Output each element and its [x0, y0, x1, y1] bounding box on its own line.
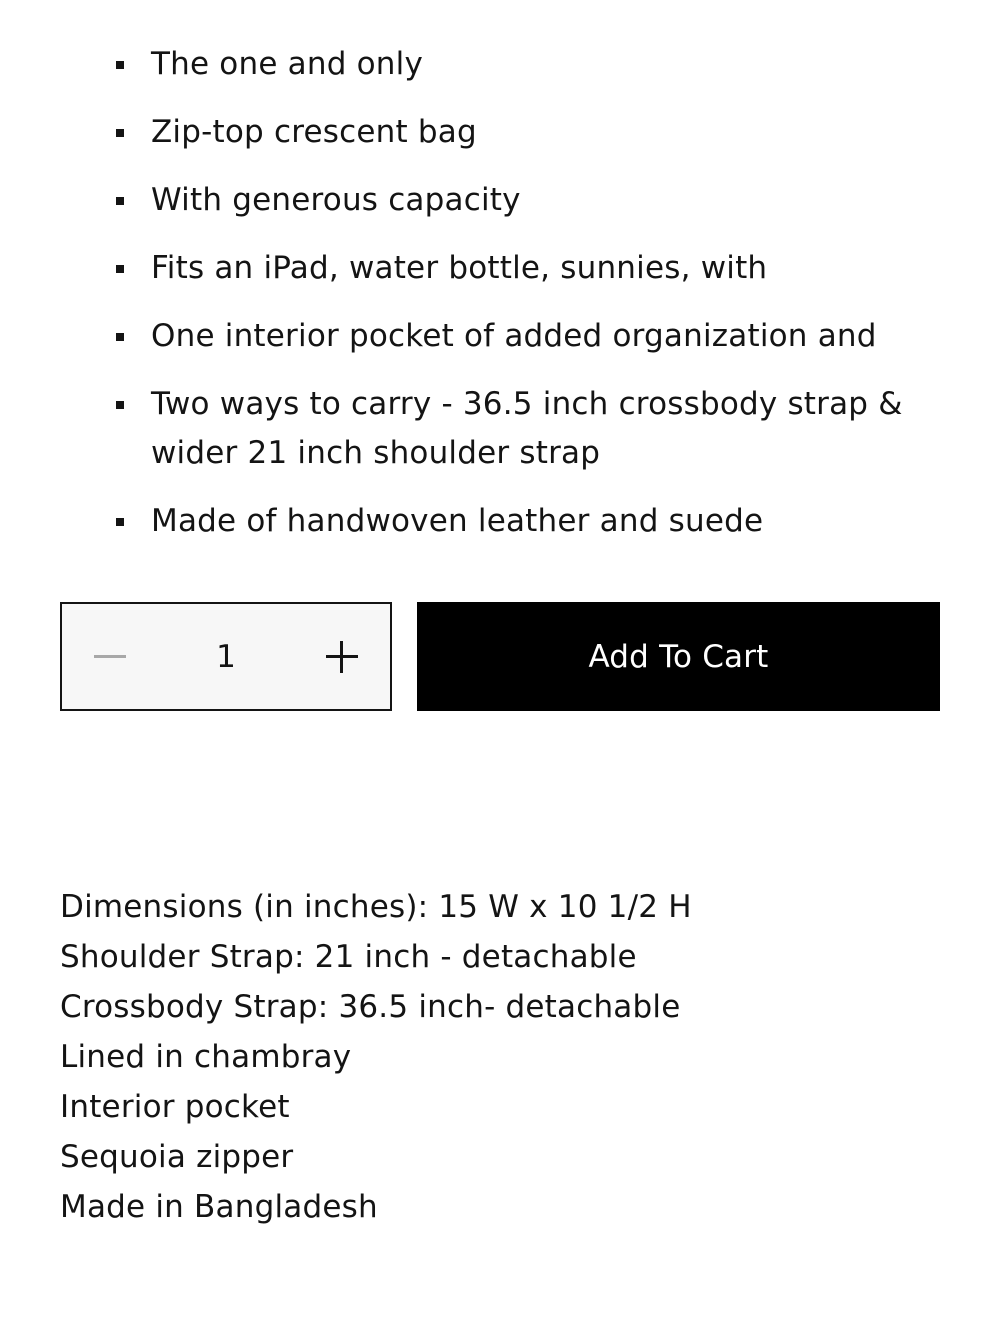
- feature-text: Made of handwoven leather and suede: [151, 503, 764, 539]
- feature-item: [0, 497, 1000, 546]
- feature-item: [0, 380, 1000, 478]
- spec-lining: Lined in chambray: [60, 1039, 352, 1075]
- spec-list: [60, 882, 940, 1232]
- feature-text: Zip-top crescent bag: [151, 114, 477, 150]
- plus-icon: [326, 641, 358, 673]
- spec-origin: Made in Bangladesh: [60, 1189, 378, 1225]
- square-bullet-icon: [116, 265, 124, 273]
- purchase-row: [60, 602, 940, 711]
- feature-item: [0, 244, 1000, 293]
- square-bullet-icon: [116, 518, 124, 526]
- spec-shoulder-strap: Shoulder Strap: 21 inch - detachable: [60, 939, 637, 975]
- decrease-quantity-button[interactable]: [62, 604, 158, 709]
- quantity-input[interactable]: [158, 604, 294, 709]
- minus-icon: [94, 655, 126, 658]
- quantity-stepper: [60, 602, 392, 711]
- spec-interior-pocket: Interior pocket: [60, 1089, 290, 1125]
- feature-item: [0, 312, 1000, 361]
- square-bullet-icon: [116, 401, 124, 409]
- feature-item: [0, 176, 1000, 225]
- feature-text: Two ways to carry - 36.5 inch crossbody strap & wider 21 inch shoulder strap: [151, 386, 903, 471]
- feature-text: Fits an iPad, water bottle, sunnies, with: [151, 250, 768, 286]
- feature-text: One interior pocket of added organization and: [151, 318, 877, 354]
- spec-zipper: Sequoia zipper: [60, 1139, 294, 1175]
- feature-text: The one and only: [151, 46, 423, 82]
- feature-list: [0, 40, 1000, 565]
- square-bullet-icon: [116, 197, 124, 205]
- spec-dimensions: Dimensions (in inches): 15 W x 10 1/2 H: [60, 889, 692, 925]
- feature-item: [0, 108, 1000, 157]
- increase-quantity-button[interactable]: [294, 604, 390, 709]
- add-to-cart-button[interactable]: Add To Cart: [417, 602, 940, 711]
- square-bullet-icon: [116, 129, 124, 137]
- feature-text: With generous capacity: [151, 182, 521, 218]
- spec-crossbody-strap: Crossbody Strap: 36.5 inch- detachable: [60, 989, 681, 1025]
- square-bullet-icon: [116, 61, 124, 69]
- square-bullet-icon: [116, 333, 124, 341]
- feature-item: [0, 40, 1000, 89]
